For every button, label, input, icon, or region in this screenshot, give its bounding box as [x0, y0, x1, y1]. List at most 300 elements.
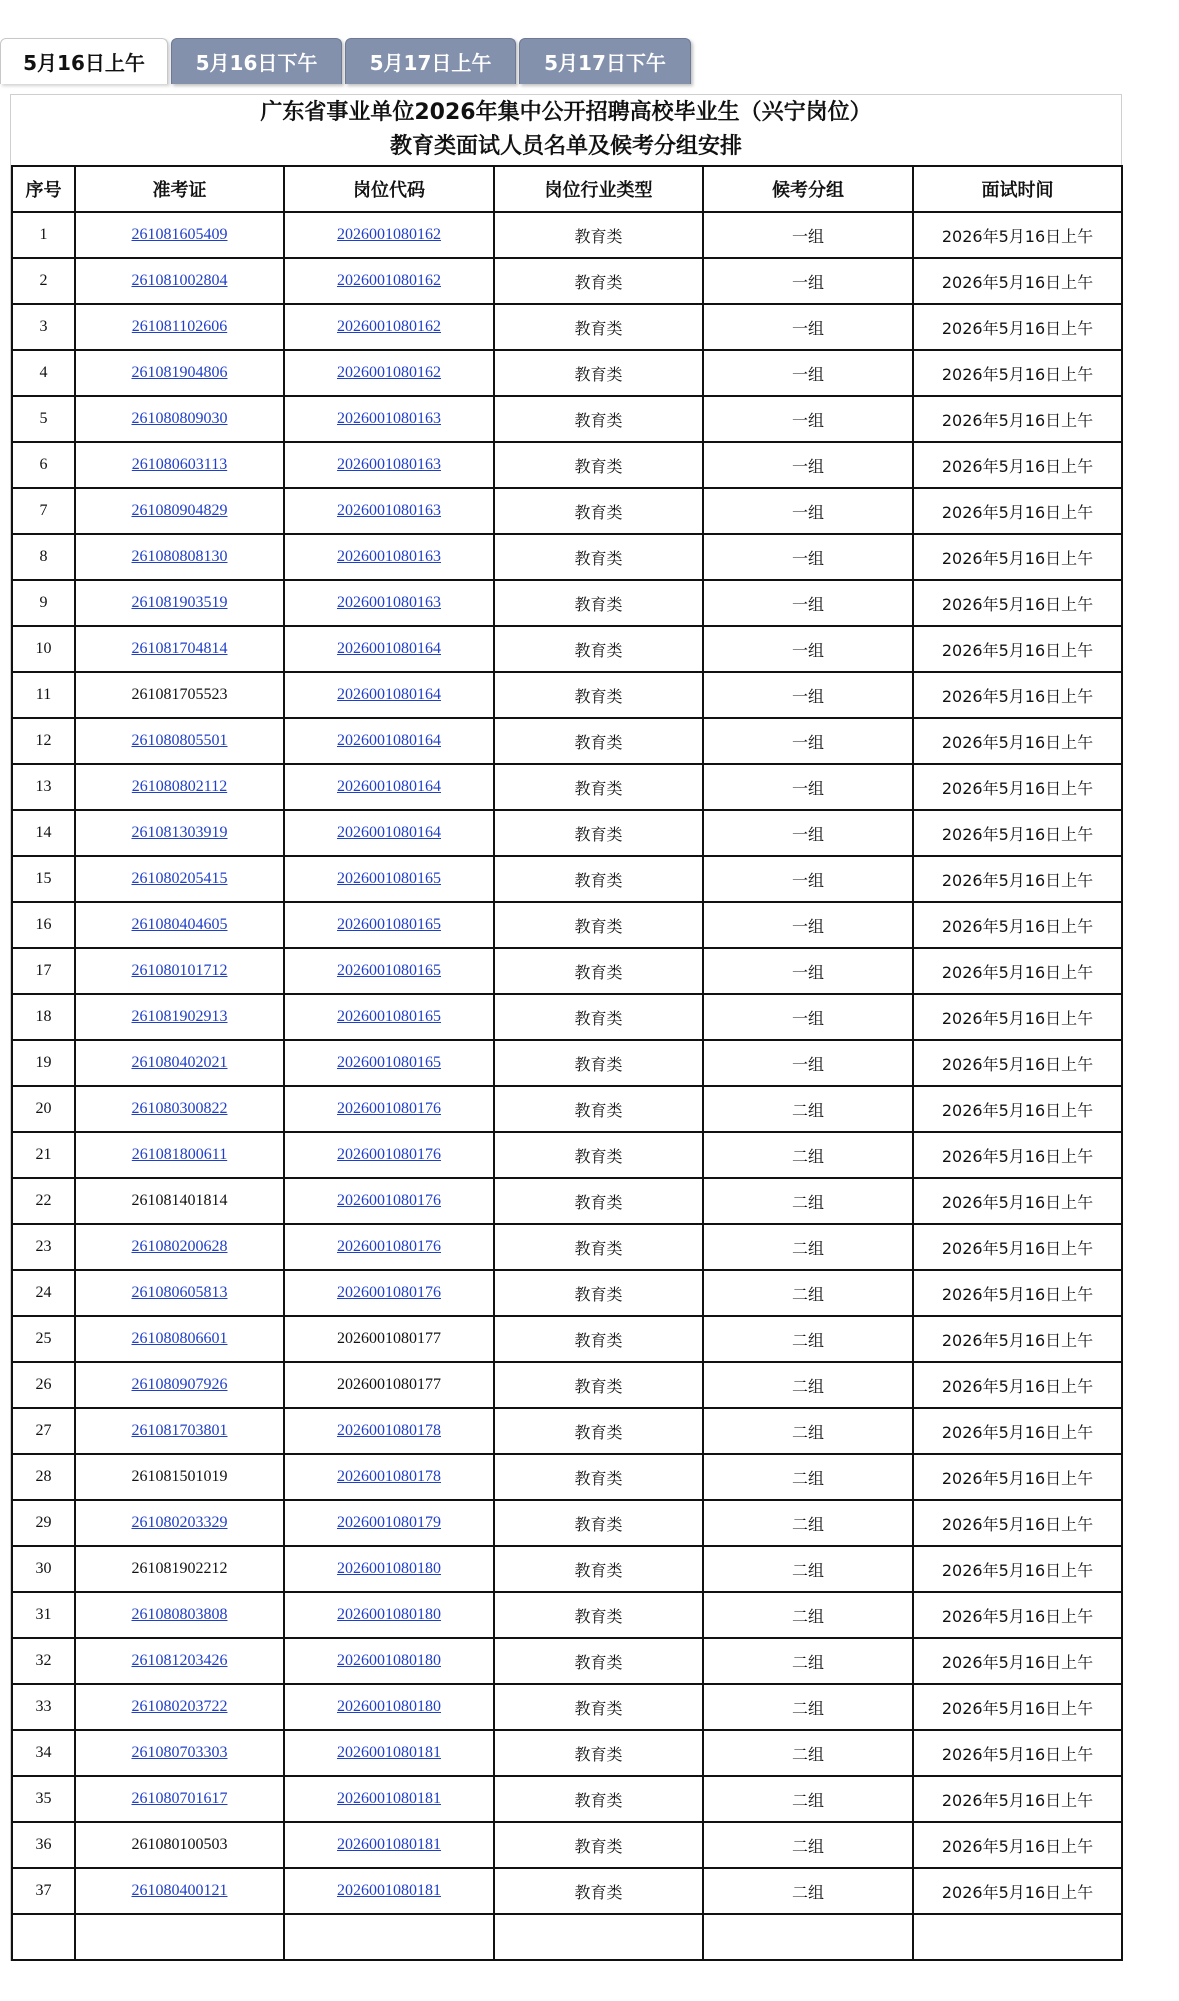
cell-type: 教育类 [494, 764, 703, 810]
cell-code-link[interactable]: 2026001080165 [337, 1054, 441, 1071]
cell-time: 2026年5月16日上午 [913, 580, 1122, 626]
table-row [12, 1638, 1122, 1684]
cell-ticket[interactable] [75, 212, 284, 258]
cell-ticket-link[interactable]: 261080703303 [131, 1744, 228, 1761]
cell-ticket: 261081902212 [75, 1546, 284, 1592]
cell-ticket-link[interactable]: 261080805501 [131, 732, 228, 749]
cell-type: 教育类 [494, 1132, 703, 1178]
cell-type: 教育类 [494, 810, 703, 856]
cell-ticket[interactable] [75, 1270, 284, 1316]
table-row [12, 488, 1122, 534]
cell-no: 24 [12, 1270, 75, 1316]
cell-ticket[interactable] [75, 948, 284, 994]
cell-ticket[interactable] [75, 534, 284, 580]
cell-ticket-link[interactable]: 261080904829 [131, 502, 228, 519]
cell-ticket-link[interactable]: 261080605813 [131, 1284, 228, 1301]
cell-group: 二组 [703, 1546, 913, 1592]
cell-time: 2026年5月16日上午 [913, 1316, 1122, 1362]
cell-ticket[interactable] [75, 304, 284, 350]
cell-ticket-link[interactable]: 261080300822 [131, 1100, 228, 1117]
cell-time: 2026年5月16日上午 [913, 1684, 1122, 1730]
cell-type: 教育类 [494, 442, 703, 488]
table-row [12, 350, 1122, 396]
cell-time: 2026年5月16日上午 [913, 1086, 1122, 1132]
cell-code[interactable] [284, 764, 494, 810]
cell-ticket[interactable] [75, 442, 284, 488]
cell-type: 教育类 [494, 1684, 703, 1730]
cell-ticket[interactable] [75, 350, 284, 396]
cell-code[interactable] [284, 1546, 494, 1592]
cell-ticket[interactable] [75, 488, 284, 534]
cell-time: 2026年5月16日上午 [913, 1362, 1122, 1408]
cell-time: 2026年5月16日上午 [913, 810, 1122, 856]
cell-group: 一组 [703, 856, 913, 902]
table-row [12, 1362, 1122, 1408]
cell-time: 2026年5月16日上午 [913, 1868, 1122, 1914]
cell-time: 2026年5月16日上午 [913, 258, 1122, 304]
cell-time: 2026年5月16日上午 [913, 718, 1122, 764]
cell-type: 教育类 [494, 1178, 703, 1224]
cell-type: 教育类 [494, 1454, 703, 1500]
cell-time: 2026年5月16日上午 [913, 1270, 1122, 1316]
cell-time: 2026年5月16日上午 [913, 948, 1122, 994]
cell-type: 教育类 [494, 1638, 703, 1684]
cell-code[interactable] [284, 1500, 494, 1546]
cell-code-link[interactable]: 2026001080164 [337, 824, 441, 841]
cell-code[interactable] [284, 1822, 494, 1868]
cell-type: 教育类 [494, 1546, 703, 1592]
cell-ticket-link[interactable]: 261080200628 [131, 1238, 228, 1255]
cell-group: 二组 [703, 1132, 913, 1178]
table-row [12, 764, 1122, 810]
cell-ticket[interactable] [75, 1500, 284, 1546]
cell-type: 教育类 [494, 1868, 703, 1914]
cell-type: 教育类 [494, 1408, 703, 1454]
cell-ticket-link[interactable]: 261080802112 [131, 778, 228, 795]
cell-code-link[interactable]: 2026001080163 [337, 410, 441, 427]
cell-time: 2026年5月16日上午 [913, 626, 1122, 672]
cell-time: 2026年5月16日上午 [913, 1500, 1122, 1546]
cell-type: 教育类 [494, 396, 703, 442]
cell-code[interactable] [284, 212, 494, 258]
cell-type: 教育类 [494, 534, 703, 580]
cell-ticket[interactable] [75, 1868, 284, 1914]
cell-group: 一组 [703, 304, 913, 350]
cell-group: 二组 [703, 1592, 913, 1638]
cell-time: 2026年5月16日上午 [913, 304, 1122, 350]
cell-ticket[interactable] [75, 1040, 284, 1086]
cell-ticket[interactable] [75, 1592, 284, 1638]
cell-code-link[interactable]: 2026001080162 [337, 226, 441, 243]
cell-ticket[interactable] [75, 258, 284, 304]
table-row [12, 810, 1122, 856]
cell-ticket-link[interactable]: 261080808130 [131, 548, 228, 565]
cell-group: 一组 [703, 948, 913, 994]
cell-no: 20 [12, 1086, 75, 1132]
cell-type: 教育类 [494, 1730, 703, 1776]
table-row [12, 718, 1122, 764]
cell-time: 2026年5月16日上午 [913, 902, 1122, 948]
cell-code-link[interactable]: 2026001080180 [337, 1606, 441, 1623]
table-row [12, 396, 1122, 442]
cell-code: 2026001080177 [284, 1316, 494, 1362]
cell-ticket[interactable] [75, 1730, 284, 1776]
cell-group: 一组 [703, 718, 913, 764]
cell-no: 32 [12, 1638, 75, 1684]
cell-code-link[interactable]: 2026001080176 [337, 1192, 441, 1209]
cell-ticket[interactable] [75, 1638, 284, 1684]
cell-group: 二组 [703, 1684, 913, 1730]
cell-ticket[interactable] [75, 580, 284, 626]
cell-ticket-link[interactable]: 261081703801 [131, 1422, 228, 1439]
cell-code[interactable] [284, 534, 494, 580]
cell-code-link[interactable]: 2026001080165 [337, 916, 441, 933]
cell-ticket-link[interactable]: 261080603113 [131, 456, 228, 473]
cell-no: 11 [12, 672, 75, 718]
cell-code[interactable] [284, 350, 494, 396]
cell-group: 二组 [703, 1638, 913, 1684]
cell-ticket-link[interactable]: 261080101712 [131, 962, 228, 979]
cell-time: 2026年5月16日上午 [913, 1132, 1122, 1178]
cell-code[interactable] [284, 1638, 494, 1684]
cell-no: 15 [12, 856, 75, 902]
table-row [12, 1776, 1122, 1822]
cell-ticket-link[interactable]: 261080205415 [131, 870, 228, 887]
cell-group: 一组 [703, 534, 913, 580]
cell-group: 二组 [703, 1316, 913, 1362]
table-row [12, 856, 1122, 902]
cell-ticket-link[interactable]: 261081203426 [131, 1652, 228, 1669]
cell-ticket[interactable] [75, 1086, 284, 1132]
cell-no: 5 [12, 396, 75, 442]
spreadsheet [10, 94, 1122, 1961]
cell-ticket-link[interactable]: 261080400121 [131, 1882, 228, 1899]
cell-ticket[interactable] [75, 718, 284, 764]
cell-group: 一组 [703, 488, 913, 534]
cell-group: 一组 [703, 258, 913, 304]
cell-code-link[interactable]: 2026001080181 [337, 1790, 441, 1807]
table-row [12, 304, 1122, 350]
cell-type: 教育类 [494, 258, 703, 304]
cell-time: 2026年5月16日上午 [913, 350, 1122, 396]
cell-type: 教育类 [494, 304, 703, 350]
cell-code[interactable] [284, 1040, 494, 1086]
cell-code[interactable] [284, 1592, 494, 1638]
cell-group: 一组 [703, 764, 913, 810]
cell-code-link[interactable]: 2026001080163 [337, 502, 441, 519]
table-row [12, 580, 1122, 626]
cell-ticket-link[interactable]: 261081904806 [131, 364, 228, 381]
cell-ticket-link[interactable]: 261081102606 [131, 318, 228, 335]
cell-group: 二组 [703, 1454, 913, 1500]
cell-no: 17 [12, 948, 75, 994]
cell-type: 教育类 [494, 948, 703, 994]
cell-group: 二组 [703, 1270, 913, 1316]
cell-ticket: 261080100503 [75, 1822, 284, 1868]
cell-no: 1 [12, 212, 75, 258]
cell-ticket-link[interactable]: 261081704814 [131, 640, 228, 657]
cell-group: 一组 [703, 672, 913, 718]
cell-ticket[interactable] [75, 810, 284, 856]
cell-code-link[interactable]: 2026001080180 [337, 1652, 441, 1669]
candidate-table [11, 165, 1123, 1961]
cell-time: 2026年5月16日上午 [913, 1040, 1122, 1086]
cell-ticket-link[interactable]: 261080404605 [131, 916, 228, 933]
cell-no: 28 [12, 1454, 75, 1500]
cell-time: 2026年5月16日上午 [913, 1592, 1122, 1638]
cell-code[interactable] [284, 1730, 494, 1776]
table-row [12, 672, 1122, 718]
cell-time: 2026年5月16日上午 [913, 994, 1122, 1040]
cell-ticket[interactable] [75, 994, 284, 1040]
cell-code-link[interactable]: 2026001080181 [337, 1744, 441, 1761]
cell-type [494, 1914, 703, 1960]
cell-code[interactable] [284, 718, 494, 764]
cell-code-link[interactable]: 2026001080163 [337, 594, 441, 611]
cell-no: 9 [12, 580, 75, 626]
header-row [12, 166, 1122, 212]
cell-ticket-link[interactable]: 261080701617 [131, 1790, 228, 1807]
cell-code[interactable] [284, 994, 494, 1040]
cell-no: 18 [12, 994, 75, 1040]
cell-type: 教育类 [494, 994, 703, 1040]
table-row [12, 534, 1122, 580]
cell-group: 二组 [703, 1868, 913, 1914]
cell-code[interactable] [284, 304, 494, 350]
table-row [12, 1730, 1122, 1776]
cell-code[interactable] [284, 1178, 494, 1224]
col-header-type: 岗位行业类型 [494, 166, 703, 212]
cell-no: 27 [12, 1408, 75, 1454]
cell-no: 26 [12, 1362, 75, 1408]
cell-code-link[interactable]: 2026001080178 [337, 1468, 441, 1485]
tab-may16-am[interactable]: 5月16日上午 [0, 38, 168, 84]
cell-ticket-link[interactable]: 261080803808 [131, 1606, 228, 1623]
cell-code-link[interactable]: 2026001080162 [337, 318, 441, 335]
cell-code-link[interactable]: 2026001080180 [337, 1698, 441, 1715]
cell-ticket-link[interactable]: 261081903519 [131, 594, 228, 611]
cell-ticket-link[interactable]: 261081303919 [131, 824, 228, 841]
cell-time: 2026年5月16日上午 [913, 1776, 1122, 1822]
cell-code-link[interactable]: 2026001080176 [337, 1238, 441, 1255]
cell-type: 教育类 [494, 1040, 703, 1086]
cell-code[interactable] [284, 580, 494, 626]
cell-code-link[interactable]: 2026001080162 [337, 364, 441, 381]
tab-bar [0, 36, 694, 84]
cell-time: 2026年5月16日上午 [913, 672, 1122, 718]
col-header-code: 岗位代码 [284, 166, 494, 212]
cell-no: 10 [12, 626, 75, 672]
table-row [12, 1684, 1122, 1730]
cell-group: 二组 [703, 1086, 913, 1132]
table-row [12, 1914, 1122, 1960]
cell-no: 31 [12, 1592, 75, 1638]
cell-ticket [75, 1914, 284, 1960]
cell-code[interactable] [284, 396, 494, 442]
cell-code-link[interactable]: 2026001080164 [337, 732, 441, 749]
cell-code[interactable] [284, 1684, 494, 1730]
cell-code[interactable] [284, 856, 494, 902]
cell-ticket[interactable] [75, 1132, 284, 1178]
cell-code-link[interactable]: 2026001080164 [337, 686, 441, 703]
cell-no: 16 [12, 902, 75, 948]
cell-ticket[interactable] [75, 1224, 284, 1270]
cell-no: 23 [12, 1224, 75, 1270]
table-row [12, 1132, 1122, 1178]
cell-code-link[interactable]: 2026001080176 [337, 1284, 441, 1301]
cell-time: 2026年5月16日上午 [913, 1730, 1122, 1776]
cell-ticket[interactable] [75, 626, 284, 672]
cell-no: 8 [12, 534, 75, 580]
cell-code[interactable] [284, 626, 494, 672]
cell-code[interactable] [284, 488, 494, 534]
cell-no: 29 [12, 1500, 75, 1546]
cell-code[interactable] [284, 902, 494, 948]
cell-ticket[interactable] [75, 396, 284, 442]
title-line-2: 教育类面试人员名单及候考分组安排 [389, 134, 742, 159]
cell-ticket-link[interactable]: 261081800611 [131, 1146, 228, 1163]
cell-ticket[interactable] [75, 1316, 284, 1362]
cell-code-link[interactable]: 2026001080181 [337, 1882, 441, 1899]
table-row [12, 948, 1122, 994]
cell-ticket-link[interactable]: 261081605409 [131, 226, 228, 243]
cell-code[interactable] [284, 1776, 494, 1822]
cell-code[interactable] [284, 810, 494, 856]
cell-no: 34 [12, 1730, 75, 1776]
cell-type: 教育类 [494, 1086, 703, 1132]
cell-code[interactable] [284, 1224, 494, 1270]
cell-ticket-link[interactable]: 261081002804 [131, 272, 228, 289]
cell-time: 2026年5月16日上午 [913, 488, 1122, 534]
cell-ticket-link[interactable]: 261081902913 [131, 1008, 228, 1025]
cell-code-link[interactable]: 2026001080178 [337, 1422, 441, 1439]
cell-code[interactable] [284, 948, 494, 994]
table-row [12, 994, 1122, 1040]
table-row [12, 902, 1122, 948]
cell-time: 2026年5月16日上午 [913, 396, 1122, 442]
cell-time: 2026年5月16日上午 [913, 1224, 1122, 1270]
cell-type: 教育类 [494, 626, 703, 672]
cell-type: 教育类 [494, 1316, 703, 1362]
cell-group: 二组 [703, 1408, 913, 1454]
cell-code[interactable] [284, 1454, 494, 1500]
cell-no: 12 [12, 718, 75, 764]
cell-code-link[interactable]: 2026001080181 [337, 1836, 441, 1853]
cell-time: 2026年5月16日上午 [913, 856, 1122, 902]
cell-ticket[interactable] [75, 764, 284, 810]
cell-code[interactable] [284, 1408, 494, 1454]
cell-code[interactable] [284, 442, 494, 488]
cell-group: 二组 [703, 1178, 913, 1224]
cell-no: 13 [12, 764, 75, 810]
cell-code-link[interactable]: 2026001080164 [337, 778, 441, 795]
cell-type: 教育类 [494, 1362, 703, 1408]
cell-no: 7 [12, 488, 75, 534]
col-header-time: 面试时间 [913, 166, 1122, 212]
cell-code-link[interactable]: 2026001080165 [337, 962, 441, 979]
cell-no: 33 [12, 1684, 75, 1730]
cell-group: 二组 [703, 1362, 913, 1408]
col-header-no: 序号 [12, 166, 75, 212]
cell-code-link[interactable]: 2026001080180 [337, 1560, 441, 1577]
cell-code-link[interactable]: 2026001080162 [337, 272, 441, 289]
cell-type: 教育类 [494, 212, 703, 258]
cell-code-link[interactable]: 2026001080163 [337, 456, 441, 473]
cell-ticket-link[interactable]: 261080907926 [131, 1376, 228, 1393]
cell-ticket[interactable] [75, 1362, 284, 1408]
tab-may17-pm[interactable]: 5月17日下午 [519, 38, 691, 84]
cell-no: 22 [12, 1178, 75, 1224]
cell-ticket-link[interactable]: 261080203329 [131, 1514, 228, 1531]
sheet-title [11, 95, 1121, 165]
table-row [12, 1086, 1122, 1132]
cell-type: 教育类 [494, 1592, 703, 1638]
cell-ticket-link[interactable]: 261080806601 [131, 1330, 228, 1347]
cell-code [284, 1914, 494, 1960]
cell-ticket[interactable] [75, 902, 284, 948]
cell-code[interactable] [284, 672, 494, 718]
cell-code[interactable] [284, 1868, 494, 1914]
table-row [12, 626, 1122, 672]
table-row [12, 212, 1122, 258]
cell-code: 2026001080177 [284, 1362, 494, 1408]
table-row [12, 258, 1122, 304]
cell-code-link[interactable]: 2026001080176 [337, 1146, 441, 1163]
cell-group: 一组 [703, 626, 913, 672]
cell-code-link[interactable]: 2026001080179 [337, 1514, 441, 1531]
cell-group: 一组 [703, 810, 913, 856]
cell-code-link[interactable]: 2026001080165 [337, 870, 441, 887]
cell-code[interactable] [284, 1132, 494, 1178]
cell-code[interactable] [284, 1086, 494, 1132]
cell-code[interactable] [284, 1270, 494, 1316]
cell-group: 一组 [703, 212, 913, 258]
cell-group: 二组 [703, 1822, 913, 1868]
table-row [12, 1592, 1122, 1638]
cell-no: 36 [12, 1822, 75, 1868]
cell-ticket-link[interactable]: 261080809030 [131, 410, 228, 427]
cell-time: 2026年5月16日上午 [913, 534, 1122, 580]
cell-ticket[interactable] [75, 1408, 284, 1454]
cell-code[interactable] [284, 258, 494, 304]
cell-ticket-link[interactable]: 261080203722 [131, 1698, 228, 1715]
cell-ticket[interactable] [75, 1684, 284, 1730]
table-row [12, 1040, 1122, 1086]
table-row [12, 1500, 1122, 1546]
cell-ticket[interactable] [75, 1776, 284, 1822]
cell-ticket-link[interactable]: 261080402021 [131, 1054, 228, 1071]
cell-group: 二组 [703, 1224, 913, 1270]
cell-code-link[interactable]: 2026001080163 [337, 548, 441, 565]
cell-ticket[interactable] [75, 856, 284, 902]
cell-type: 教育类 [494, 350, 703, 396]
col-header-group: 候考分组 [703, 166, 913, 212]
cell-code-link[interactable]: 2026001080176 [337, 1100, 441, 1117]
cell-time: 2026年5月16日上午 [913, 1178, 1122, 1224]
cell-ticket: 261081401814 [75, 1178, 284, 1224]
tab-may16-pm[interactable]: 5月16日下午 [171, 38, 342, 84]
cell-no: 19 [12, 1040, 75, 1086]
cell-code-link[interactable]: 2026001080165 [337, 1008, 441, 1025]
cell-time: 2026年5月16日上午 [913, 442, 1122, 488]
cell-group: 一组 [703, 1040, 913, 1086]
tab-may17-am[interactable]: 5月17日上午 [345, 38, 516, 84]
cell-type: 教育类 [494, 488, 703, 534]
cell-group: 一组 [703, 350, 913, 396]
cell-code-link[interactable]: 2026001080164 [337, 640, 441, 657]
cell-type: 教育类 [494, 1270, 703, 1316]
cell-group: 一组 [703, 580, 913, 626]
